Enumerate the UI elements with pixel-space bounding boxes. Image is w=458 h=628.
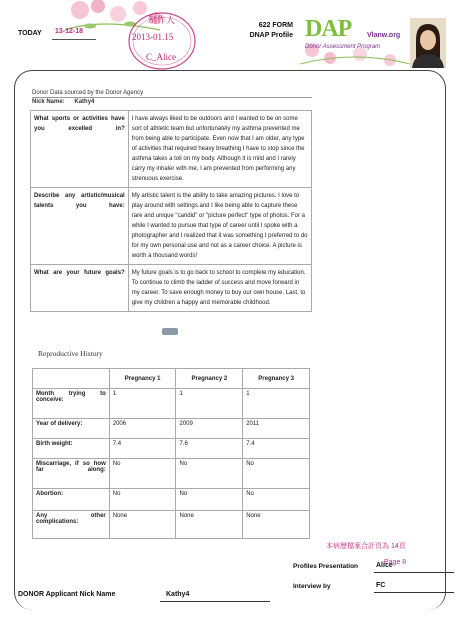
table-row: [33, 389, 310, 419]
table-row: [33, 489, 310, 511]
applicant-nick-name-value: Kathy4: [166, 591, 190, 598]
nick-name-value: Kathy4: [74, 99, 95, 105]
answer-cell: I have always liked to be outdoors and I wanted to be on some sort of athletic team but unfortunately my asthma prevented me from being able to participate. Even now that I am older, any type of activities that required heavy breathing I have to stop since the asthma takes a toll on my body. Although it is mild and I rarely carry my inhaler with me, I am prevented from performing any strenuous exercise.: [128, 111, 311, 188]
table-cell: No: [109, 489, 176, 511]
today-underline: [52, 39, 96, 40]
column-header: Pregnancy 1: [109, 369, 176, 389]
table-cell: None: [243, 511, 310, 539]
today-label: TODAY: [18, 30, 42, 37]
applicant-underline: [160, 601, 270, 602]
row-label: Birth weight:: [33, 439, 110, 459]
column-header: [33, 369, 110, 389]
row-label: Abortion:: [33, 489, 110, 511]
total-pages-note: 本病歷檔案合計頁為 14頁: [326, 543, 406, 550]
table-cell: None: [176, 511, 243, 539]
table-cell: 1: [243, 389, 310, 419]
answer-cell: My future goals is to go back to school to complete my education. To continue to climb the ladder of success and move forward in my career. To save enough money to buy our own house. Last, to give my children a happy and memorable childhood.: [128, 265, 311, 312]
donor-photo: [410, 18, 446, 68]
question-cell: What are your future goals?: [31, 265, 129, 312]
stamp-name-text: C_Alice: [146, 52, 176, 62]
table-row: [31, 188, 312, 265]
answer-cell: My artistic talent is the ability to take amazing pictures. I love to play around with settings and I like being able to capture these rare and unique "candid" or "picture perfect" type of photos. For a while I wanted to pursue that type of career until I spoke with a photographer and I realized that it was something I preferred to do for my own personal use and not as a career choice. A picture is worth a thousand words!: [128, 188, 311, 265]
table-cell: 7.4: [109, 439, 176, 459]
nick-name-row: [32, 99, 94, 105]
reproductive-history-title: Reproductive History: [38, 349, 103, 358]
table-cell: No: [176, 459, 243, 489]
stamp-date-text: 2013-01.15: [132, 32, 174, 42]
interview-by-label: Interview by: [293, 583, 331, 590]
expand-toggle[interactable]: [162, 328, 178, 335]
table-cell: No: [176, 489, 243, 511]
table-header-row: [33, 369, 310, 389]
logo-site: Vlanw.org: [367, 32, 401, 39]
table-cell: None: [109, 511, 176, 539]
column-header: Pregnancy 3: [243, 369, 310, 389]
table-row: [33, 511, 310, 539]
interview-underline: [374, 592, 454, 593]
row-label: Year of delivery:: [33, 419, 110, 439]
table-cell: 7.6: [176, 439, 243, 459]
row-label: Month trying to conceive:: [33, 389, 110, 419]
table-row: [33, 419, 310, 439]
table-cell: 7.4: [243, 439, 310, 459]
table-cell: No: [243, 489, 310, 511]
column-header: Pregnancy 2: [176, 369, 243, 389]
nick-name-label: Nick Name:: [32, 99, 65, 105]
applicant-nick-name-label: DONOR Applicant Nick Name: [18, 591, 116, 598]
table-cell: 1: [109, 389, 176, 419]
table-cell: 2006: [109, 419, 176, 439]
row-label: Any other complications:: [33, 511, 110, 539]
table-cell: No: [109, 459, 176, 489]
question-cell: What sports or activities have you excelled in?: [31, 111, 129, 188]
stamp-creator-text: 制作人: [148, 15, 176, 25]
table-cell: 2011: [243, 419, 310, 439]
form-title: DNAP Profile: [249, 32, 293, 39]
table-row: [33, 439, 310, 459]
table-row: [31, 111, 312, 188]
table-row: [33, 459, 310, 489]
dap-logo: DAP: [305, 16, 352, 42]
logo-subtitle: Donor Assessment Program: [305, 44, 381, 50]
row-label: Miscarriage, if so how far along:: [33, 459, 110, 489]
today-value: 13-12-18: [55, 28, 84, 35]
table-cell: No: [243, 459, 310, 489]
table-row: [31, 265, 312, 312]
table-cell: 1: [176, 389, 243, 419]
questionnaire-table: [30, 110, 312, 312]
data-source-note: Donor Data sourced by the Donor Agency: [32, 90, 144, 96]
form-number: 622 FORM: [258, 22, 293, 29]
question-cell: Describe any artistic/musical talents you have:: [31, 188, 129, 265]
interview-by-value: FC: [376, 582, 386, 589]
profiles-presentation-value: Alice: [376, 562, 393, 569]
profiles-presentation-label: Profiles Presentation: [293, 563, 359, 570]
table-cell: 2009: [176, 419, 243, 439]
section-divider: [32, 97, 312, 98]
reproductive-history-table: [32, 368, 310, 539]
page-number: Page 8: [384, 559, 407, 566]
presentation-underline: [374, 572, 454, 573]
